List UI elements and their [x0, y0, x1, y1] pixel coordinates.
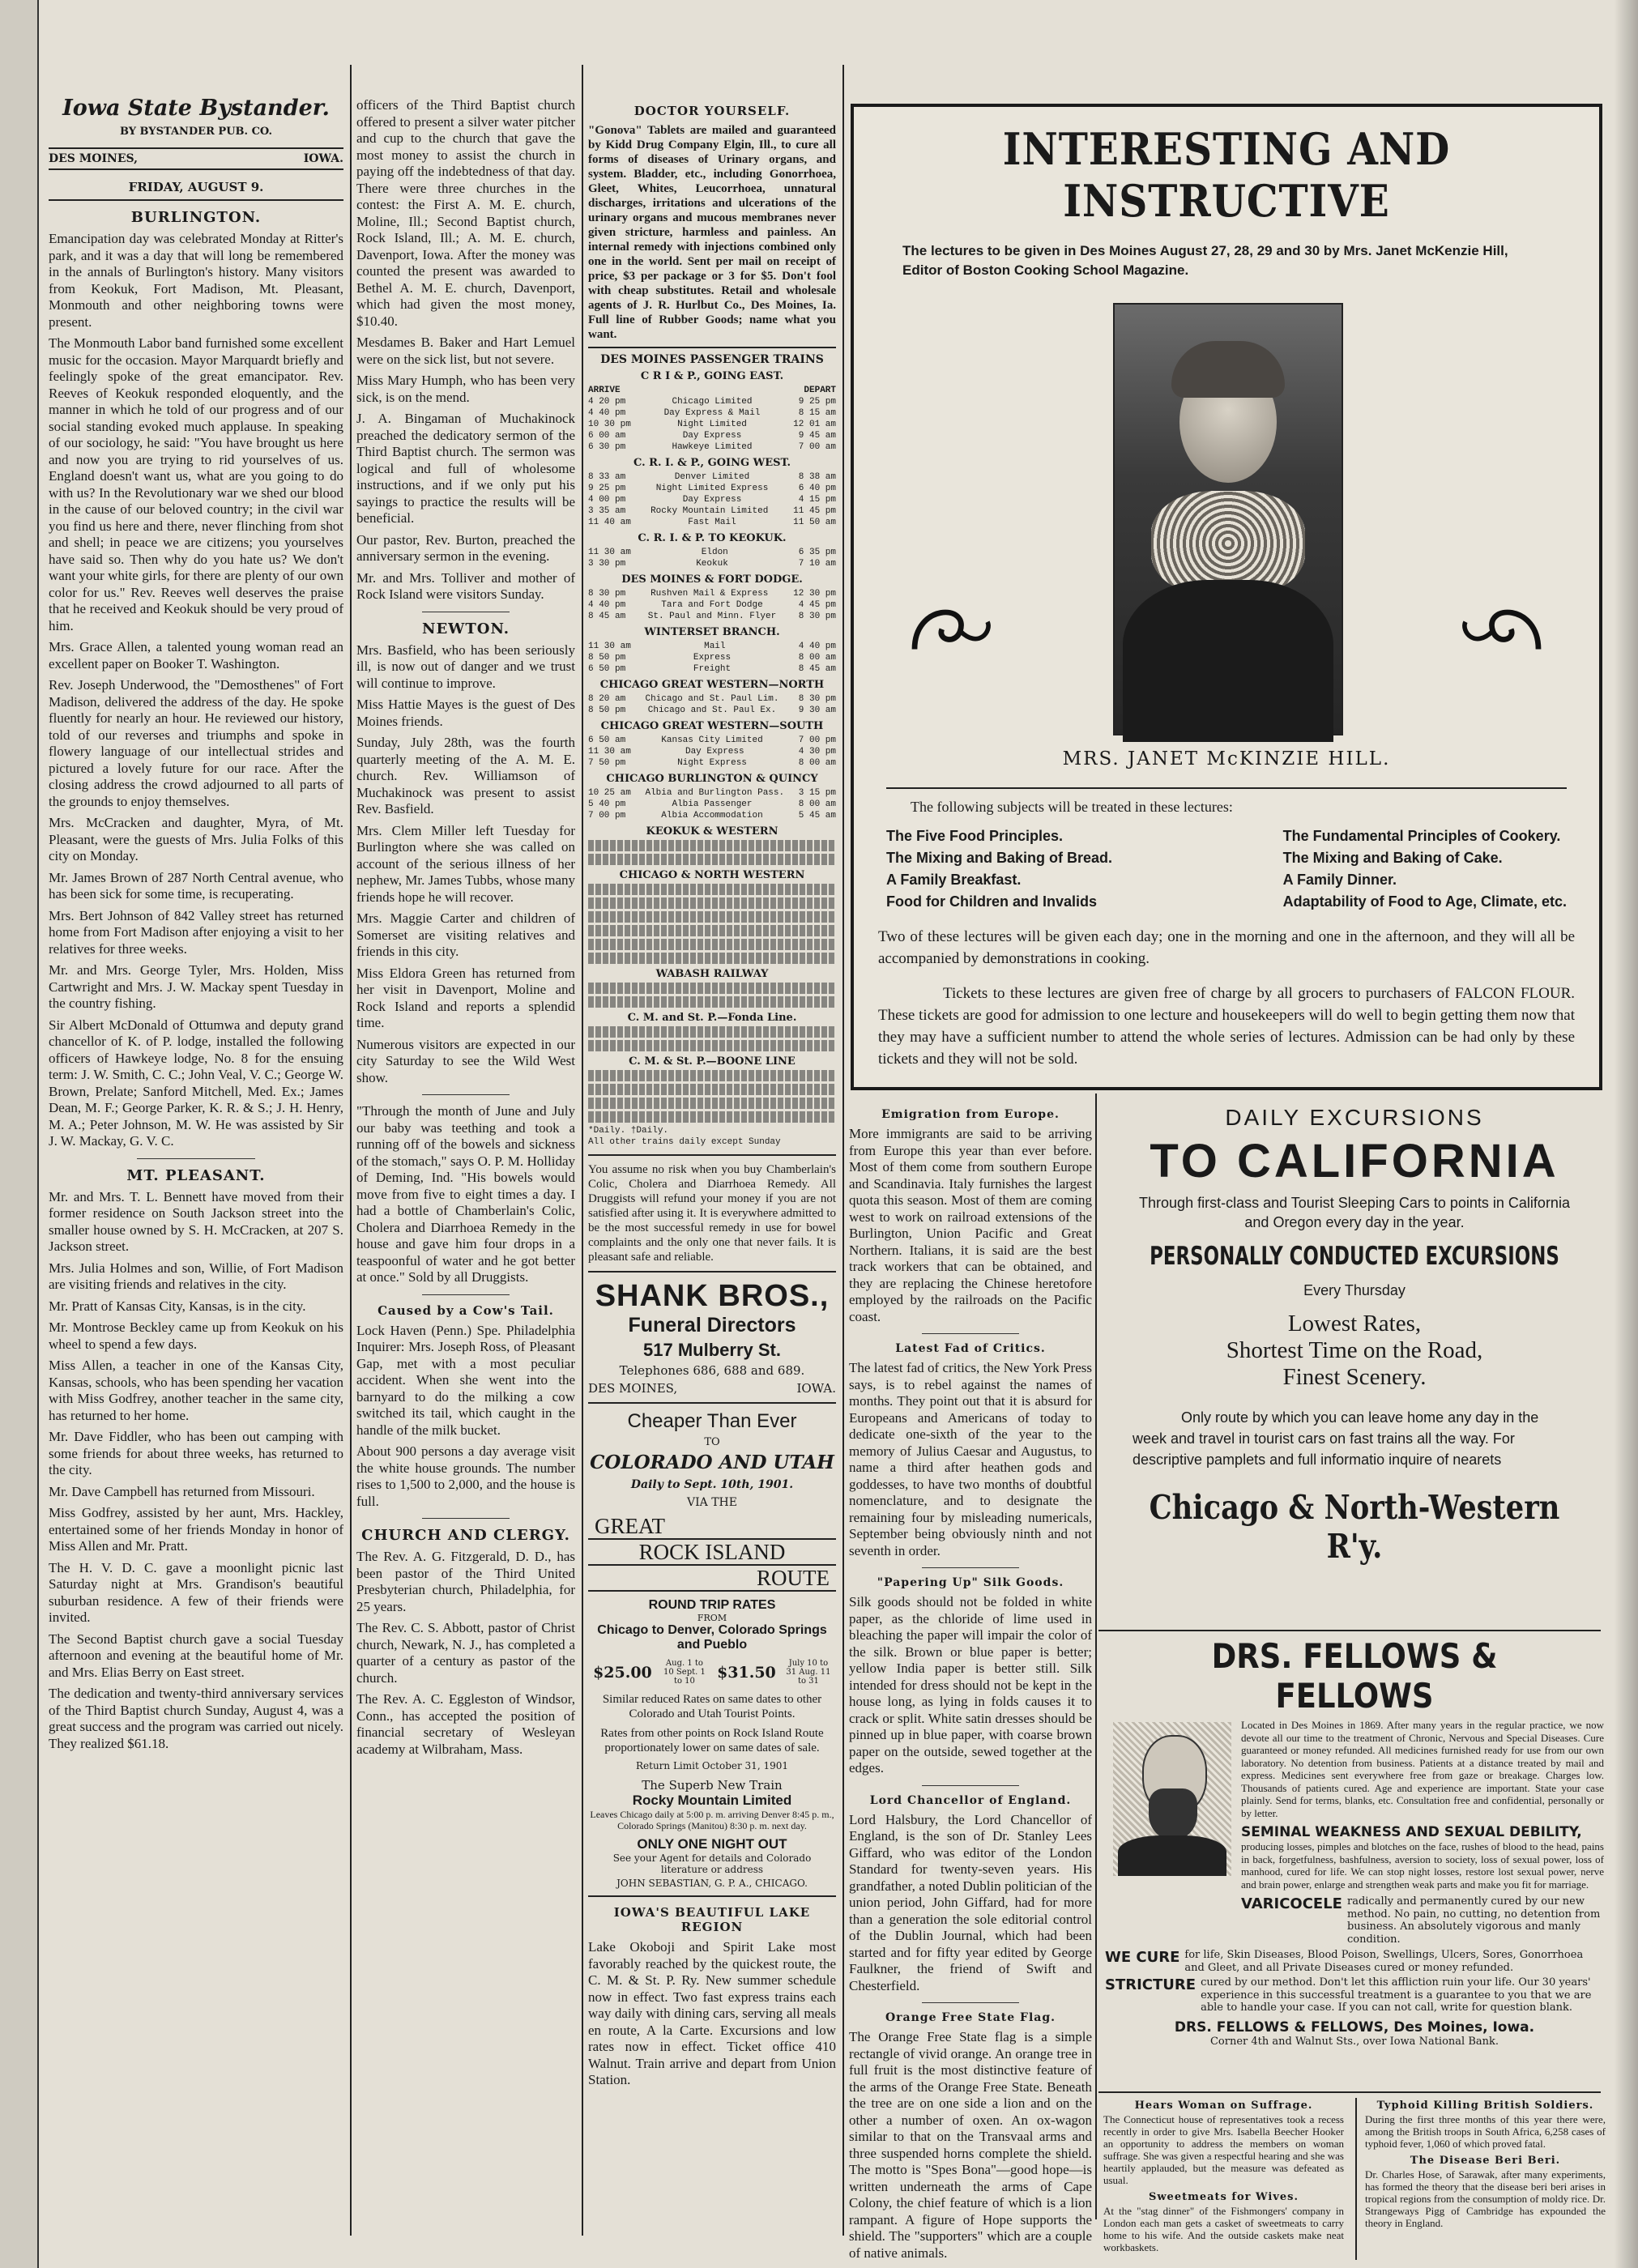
varicocele-row [1241, 1895, 1604, 1946]
timetable-row: 8 33 am Denver Limited 8 38 am [588, 472, 836, 482]
col1-para: Mrs. Julia Holmes and son, Willie, of Fort Madison are visiting friends and relatives in the city. [49, 1260, 343, 1292]
rock-from: FROM [697, 1613, 727, 1623]
col2-para: Mrs. Basfield, who has been seriously ill, is now out of danger and we trust will continue to improve. [356, 642, 575, 691]
chancellor-text: Lord Halsbury, the Lord Chancellor of England, is the son of Dr. Stanley Lees Giffard, who was editor of the London Standard for twenty-seven years. His grandfather, a noted Dublin politician of the union period, John Giffard, had for more than a generation the sole editorial control of the Dublin Journal, which had been started and for fifty year edited by George Faulkner, the friend of Swift and Chesterfield. [849, 1811, 1092, 1993]
lecture-announcement [851, 104, 1602, 1090]
lecture-para2: Tickets to these lectures are given free of charge by all grocers to purchasers of FALCON FLOUR. These tickets are good for admission to one lecture and housekeepers will do well to begin getting them now that they may have a sufficient number to attend the whole series of lectures. Admission can be had only by these tickets and they will not be sold. [878, 984, 1575, 1068]
timetable-filler [588, 925, 836, 936]
rock-train-name: Rocky Mountain Limited [632, 1793, 792, 1808]
timetable-filler [588, 854, 836, 865]
col1-para: Mr. Dave Fiddler, who has been out camping with some friends for about three weeks, has returned to the city. [49, 1429, 343, 1477]
timetable-section: CHICAGO GREAT WESTERN—SOUTH [600, 720, 824, 732]
timetable-section: WINTERSET BRANCH. [644, 626, 780, 638]
column-rule-1 [350, 65, 352, 2236]
suffrage-text: The Connecticut house of representatives took a recess recently in order to give Mrs. Isabella Beecher Hooker an opportunity to address the members on woman suffrage. She was given a respectful hearing and she was heartily applauded, but the measure was defeated as usual. [1103, 2113, 1344, 2186]
arrive-label: ARRIVE [588, 386, 621, 395]
rock-return: Return Limit October 31, 1901 [635, 1760, 788, 1771]
col2-para: Numerous visitors are expected in our city Saturday to see the Wild West show. [356, 1036, 575, 1085]
sweetmeats-heading: Sweetmeats for Wives. [1148, 2191, 1299, 2203]
timetable-row: 3 35 am Rocky Mountain Limited 11 45 pm [588, 506, 836, 516]
col1-para: Mr. Dave Campbell has returned from Missouri. [49, 1483, 315, 1499]
chancellor-heading: Lord Chancellor of England. [869, 1793, 1072, 1807]
seminal-heading: SEMINAL WEAKNESS AND SEXUAL DEBILITY, [1241, 1824, 1582, 1840]
timetable-filler [588, 1070, 836, 1081]
timetable-section: C. R. I. & P. TO KEOKUK. [638, 532, 787, 544]
stricture-text: cured by our method. Don't let this affliction ruin your life. Our 30 years' experience in this successful treatment is a guarantee to you that we are able to handle your case. If you can not call, write for question blank. [1201, 1976, 1592, 2014]
papering-text: Silk goods should not be folded in white paper, as the chloride of lime used in bleaching the paper will impair the color of the silk. Brown or blue paper is better; yellow India paper is better still. Silk intended for dress should not be kept in the house long, as lying in folds causes it to crack or split. White satin dresses should be pinned up in blue paper, with coarse brown paper on the outside, sewed together at the edges. [849, 1594, 1092, 1776]
col2-para: Lock Haven (Penn.) Spe. Philadelphia Inquirer: Mrs. Joseph Ross, of Pleasant Gap, met with a most peculiar accident. When she went into the barnyard to do the milking a cow switched its tail, which caught in the handle of the milk bucket. [356, 1322, 575, 1438]
right-ornament-icon [1453, 595, 1551, 667]
timetable-row: 4 20 pm Chicago Limited 9 25 pm [588, 397, 836, 407]
timetable-section: WABASH RAILWAY [655, 968, 769, 980]
timetable-row: 11 40 am Fast Mail 11 50 am [588, 518, 836, 527]
excursion-line7: Shortest Time on the Road, [1226, 1337, 1483, 1363]
divider [422, 1094, 510, 1095]
timetable-section: C. M. and St. P.—Fonda Line. [627, 1012, 797, 1024]
divider [588, 1402, 836, 1404]
col1-para: Mrs. Bert Johnson of 842 Valley street has returned home from Fort Madison after enjoying a visit to her relatives for three weeks. [49, 907, 343, 957]
col1-para: Emancipation day was celebrated Monday at Ritter's park, and it was a day that will long be remembered in the annals of Burlington's history. Many visitors from Keokuk, Fort Madison, Mt. Pleasant, Monmouth and other neighboring towns were present. [49, 231, 343, 330]
divider [922, 1567, 1019, 1568]
timetable-row: 11 30 am Eldon 6 35 pm [588, 548, 836, 557]
timetable-filler [588, 897, 836, 909]
rock-cheaper: Cheaper Than Ever [627, 1410, 797, 1432]
masthead-publisher: BY BYSTANDER PUB. CO. [119, 126, 273, 138]
col1-para: Mr. and Mrs. T. L. Bennett have moved from their former residence on South Jackson street into the smaller house owned by S. H. McCracken, at 207 S. Jackson street. [49, 1188, 343, 1254]
timetable-row: 8 50 pm Express 8 00 am [588, 653, 836, 663]
emigration-heading: Emigration from Europe. [881, 1108, 1060, 1121]
page-edge-shadow [1614, 0, 1638, 2268]
column-1 [49, 57, 343, 2228]
train-timetable [588, 353, 836, 1148]
masthead-location [49, 147, 343, 170]
portrait-caption: MRS. JANET McKINZIE HILL. [1062, 748, 1391, 770]
doctor-yourself-ad [588, 104, 836, 342]
timetable-row: 8 50 pm Chicago and St. Paul Ex. 9 30 am [588, 706, 836, 715]
divider [922, 2002, 1019, 2003]
excursion-line9: Only route by which you can leave home any day in the week and travel in tourist cars on fast trains all the way. For descriptive pamplets and full informatio inquire of nearets [1133, 1409, 1539, 1468]
timetable-filler [588, 1098, 836, 1109]
timetable-row: 8 20 am Chicago and St. Paul Lim. 8 30 pm [588, 694, 836, 704]
column-3 [588, 57, 836, 2228]
section-rule [1098, 1630, 1601, 1631]
fellows-intro: Located in Des Moines in 1869. After many years in the regular practice, we now devote all our time to the treatment of Chronic, Nervous and Special Diseases. Cure guaranteed or money refunded. All medicines furnished ready for use from our own laboratory. No detention from business. Patients at a distance treated by mail and express. Medicines sent everywhere free from gaze or breakage. Charges low. Thousands of patients cured. Age and experience are important. State your case plainly. Send for terms, blanks, etc. Consultation free and confidential, personally or by letter. [1241, 1719, 1604, 1819]
col1-para: Mr. Montrose Beckley came up from Keokuk on his wheel to spend a few days. [49, 1319, 343, 1352]
col1-para: Miss Allen, a teacher in one of the Kansas City, Kansas, schools, who has been spending her vacation with Miss Godfrey, another teacher in the same city, has returned to her home. [49, 1358, 343, 1423]
subjects-list [886, 825, 1567, 913]
divider [588, 1271, 836, 1273]
shank-telephones: Telephones 686, 688 and 689. [619, 1363, 805, 1378]
timetable-row: 6 50 pm Freight 8 45 am [588, 664, 836, 674]
excursion-line4: PERSONALLY CONDUCTED EXCURSIONS [1150, 1242, 1559, 1271]
col1-para: The H. V. D. C. gave a moonlight picnic last Saturday night at Mrs. Grandison's beautiful suburban residence. A few of their friends were invited. [49, 1559, 343, 1625]
section-rule [1098, 2091, 1601, 2093]
col2-para: Miss Hattie Mayes is the guest of Des Moines friends. [356, 697, 575, 729]
beri-text: Dr. Charles Hose, of Sarawak, after many experiments, has formed the theory that the disease beri beri arises in tropical regions from the consumption of moldy rice. Dr. Strangeways Pigg of Cambridge has expounded the theory in England. [1365, 2168, 1606, 2229]
timetable-row: 4 00 pm Day Express 4 15 pm [588, 495, 836, 505]
heading-cows-tail: Caused by a Cow's Tail. [378, 1302, 554, 1318]
column-2 [356, 57, 575, 2228]
rock-to: TO [704, 1436, 720, 1448]
rock-daily: Daily to Sept. 10th, 1901. [630, 1478, 794, 1491]
timetable-filler [588, 939, 836, 950]
masthead-state: IOWA. [303, 152, 343, 165]
column-rule-2 [582, 65, 583, 2236]
timetable-row: 4 40 pm Day Express & Mail 8 15 am [588, 408, 836, 418]
col2-para: Mrs. Clem Miller left Tuesday for Burlington where she was called on account of the serious illness of her nephew, Mr. James Tubbs, whose many friends hope he will recover. [356, 822, 575, 905]
lecture-intro: The lectures to be given in Des Moines August 27, 28, 29 and 30 by Mrs. Janet McKenzie Hill, Editor of Boston Cooking School Magazine. [902, 243, 1508, 278]
we-cure-text: for life, Skin Diseases, Blood Poison, Swellings, Ulcers, Sores, Gonorrhoea and Gleet, and all Private Diseases cured or money refunded. [1184, 1949, 1584, 1974]
timetable-footnote: *Daily. †Daily. [588, 1126, 669, 1136]
timetable-footnote: All other trains daily except Sunday [588, 1137, 781, 1147]
col2-para: officers of the Third Baptist church offered to present a silver water pitcher and cup to the church that gave the most money to assist the church in paying off the indebtedness of that day. There were three churches in the contest: the First A. M. E. church, Moline, Ill.; Second Baptist church, Rock Island, Ill.; A. M. E. church, Davenport, Iowa. After the money was counted the present was awarded to Bethel A. M. E. church, Davenport, which had given the most money, $10.40. [356, 97, 575, 329]
excursion-line3: Through first-class and Tourist Sleeping Cars to points in California and Oregon every day in the year. [1139, 1195, 1570, 1230]
shank-bros-ad [588, 1279, 836, 1396]
rock-destination: COLORADO AND UTAH [590, 1452, 834, 1473]
timetable-row: 8 45 am St. Paul and Minn. Flyer 8 30 pm [588, 612, 836, 621]
col2-para: J. A. Bingaman of Muchakinock preached the dedicatory sermon of the Third Baptist church. The sermon was logical and full of wholesome instructions, and if we only put his sayings to practice the results will be beneficial. [356, 411, 575, 526]
papering-heading: "Papering Up" Silk Goods. [877, 1576, 1064, 1589]
stricture-heading: STRICTURE [1105, 1976, 1197, 1993]
divider [922, 1333, 1019, 1334]
col2-para: Miss Eldora Green has returned from her visit in Davenport, Moline and Rock Island and reports a splendid time. [356, 965, 575, 1030]
doctor-heading: DOCTOR YOURSELF. [633, 104, 791, 118]
divider [588, 1895, 836, 1897]
timetable-row: 4 40 pm Tara and Fort Dodge 4 45 pm [588, 600, 836, 610]
col2-para: The Rev. C. S. Abbott, pastor of Christ church, Newark, N. J., has completed a quarter of a century as pastor of the church. [356, 1620, 575, 1686]
left-edge-strip [0, 0, 39, 2268]
timetable-title: DES MOINES PASSENGER TRAINS [600, 353, 824, 366]
col2-para: Sunday, July 28th, was the fourth quarterly meeting of the A. M. E. church. Rev. Williamson of Muchakinock was present to assist Rev. Basfield. [356, 735, 575, 816]
col1-para: Mr. and Mrs. George Tyler, Mrs. Holden, Miss Cartwright and Mrs. J. W. Mackay spent Tuesday in the country fishing. [49, 962, 343, 1011]
rock-rates-other: Rates from other points on Rock Island Route proportionately lower on same dates of sale. [600, 1727, 824, 1754]
timetable-section: DES MOINES & FORT DODGE. [621, 573, 803, 586]
lake-region-text: Lake Okoboji and Spirit Lake most favorably reached by the quickest route, the C. M. & St. P. Ry. New summer schedule now in effect. Two fast express trains each way daily with dining cars, serving all meals en route, A la Carte. Excursions and low rates now in effect. Ticket office 410 Walnut. Train arrive and depart from Union Station. [588, 1939, 836, 2087]
col1-para: Mrs. McCracken and daughter, Myra, of Mt. Pleasant, were the guests of Mrs. Julia Folks of this city on Monday. [49, 815, 343, 863]
railway-name: Chicago & North-Western R'y. [1149, 1488, 1560, 1566]
timetable-row: 11 30 am Mail 4 40 pm [588, 642, 836, 651]
beri-heading: The Disease Beri Beri. [1410, 2155, 1561, 2167]
timetable-row: 6 50 am Kansas City Limited 7 00 pm [588, 735, 836, 745]
col1-para: The Monmouth Labor band furnished some excellent music for the occasion. Mayor Marquardt briefly and feelingly spoke of the great emancipator. Rev. Reeves of Keokuk responded eloquently, and the manner in which he told of our progress and of our social standing evoked much applause. In speaking of our sociology, he said: "You have brought us here and now you are trying to rid yourselves of us. England doesn't want us, what are you going to do with us? In the Revolutionary war we shed our blood in the cause of our beloved country; in the civil war you find us here and there, never flinching from shot and shell; in peace we are citizens; you yourselves have said so. Then why do you hate us? We don't want your white girls, for there are plenty of our own color for us." Rev. Reeves well deserves the praise that he received and Keokuk should be very proud of him. [49, 335, 343, 633]
excursion-line5: Every Thursday [1303, 1282, 1406, 1298]
chamberlain-remedy-ad: You assume no risk when you buy Chamberlain's Colic, Cholera and Diarrhoea Remedy. All Druggists will refund your money if you are not satisfied after using it. It is everywhere admitted to be the most successful remedy in use for bowel complaints and the only one that never fails. It is pleasant safe and reliable. [588, 1163, 836, 1264]
portrait-dress [1123, 580, 1333, 742]
col2-para: Mrs. Maggie Carter and children of Somerset are visiting relatives and friends in this city. [356, 910, 575, 959]
shank-line: Funeral Directors [628, 1314, 796, 1336]
shank-name: SHANK BROS., [595, 1279, 830, 1313]
excursion-line2: TO CALIFORNIA [1150, 1135, 1559, 1187]
rock-island-ad [588, 1410, 836, 1889]
timetable-row: 3 30 pm Keokuk 7 10 am [588, 559, 836, 569]
portrait-area [854, 295, 1599, 781]
divider [137, 1158, 255, 1159]
suffrage-heading: Hears Woman on Suffrage. [1134, 2100, 1313, 2112]
fad-heading: Latest Fad of Critics. [895, 1342, 1046, 1355]
timetable-row: 5 40 pm Albia Passenger 8 00 am [588, 799, 836, 809]
subjects-left: The Five Food Principles. The Mixing and Baking of Bread. A Family Breakfast. Food for Children and Invalids [886, 827, 1113, 910]
rock-cities: Chicago to Denver, Colorado Springs and Pueblo [597, 1623, 827, 1652]
rock-rates: ROUND TRIP RATES [648, 1598, 776, 1612]
col1-para: Rev. Joseph Underwood, the "Demosthenes" of Fort Madison, delivered the address of the day. He spoke fluently for nearly an hour. He reviewed our history, told of our reverses and triumphs and spoke in flowery language of our intellectual strides and pictured a lovely future for our race. After the closing address the crowd adjourned to all parts of the grounds to enjoy themselves. [49, 677, 343, 809]
col2-para: The Rev. A. G. Fitzgerald, D. D., has been pastor of the Third United Presbyterian church, Philadelphia, for 25 years. [356, 1549, 575, 1614]
fad-text: The latest fad of critics, the New York Press says, is to rebel against the names of months. They point out that it is absurd for Europeans and Americans of today to dedicate one-sixth of the year to the memory of Julius Caesar and Augustus, to name a third after heathen gods and goddesses, to have two months of doubtful nomenclature, and to designate the remaining four by misleading numericals, September being obviously ninth and not seventh in order. [849, 1360, 1092, 1558]
col2-para: Miss Mary Humph, who has been very sick, is on the mend. [356, 373, 575, 405]
heading-burlington: BURLINGTON. [130, 209, 262, 226]
caption-rule [886, 787, 1567, 789]
fellows-address: Corner 4th and Walnut Sts., over Iowa National Bank. [1209, 2035, 1499, 2048]
divider [422, 1518, 510, 1519]
rock-train-text: Leaves Chicago daily at 5:00 p. m. arriving Denver 8:45 p. m., Colorado Springs (Manitou) 8:30 p. m. next day. [590, 1809, 834, 1831]
timetable-section: C. R. I. & P., GOING WEST. [633, 457, 791, 469]
lecture-para1: Two of these lectures will be given each day; one in the morning and one in the afternoon, and they will all be accompanied by demonstrations in cooking. [878, 927, 1575, 967]
rock-prices: $25.00 Aug. 1 to 10 Sept. 1 to 10 $31.50 July 10 to 31 Aug. 11 to 31 [593, 1659, 831, 1686]
col1-para: The dedication and twenty-third anniversary services of the Third Baptist church Sunday, August 4, was a great success and the program was carried out nicely. They realized $61.18. [49, 1686, 343, 1751]
doctor-portrait [1113, 1722, 1231, 1876]
bottom-right-col-a [1103, 2098, 1344, 2260]
rock-similar: Similar reduced Rates on same dates to other Colorado and Utah Tourist Points. [602, 1693, 822, 1720]
timetable-header [588, 385, 836, 396]
doctor-coat [1118, 1835, 1226, 1876]
timetable-filler [588, 1084, 836, 1095]
col2-para: Mr. and Mrs. Tolliver and mother of Rock Island were visitors Sunday. [356, 569, 575, 602]
timetable-filler [588, 983, 836, 994]
col1-para: The Second Baptist church gave a social Tuesday afternoon and evening at the beautiful home of Mr. and Mrs. Elias Berry on East street. [49, 1631, 343, 1680]
we-cure-heading: WE CURE [1105, 1949, 1180, 1966]
timetable-section: C. M. & St. P.—BOONE LINE [629, 1055, 796, 1068]
bottom-right-col-b [1355, 2098, 1606, 2260]
rock-island-logo: GREAT ROCK ISLAND ROUTE [588, 1514, 836, 1592]
timetable-filler [588, 1111, 836, 1123]
timetable-row: 9 25 pm Night Limited Express 6 40 pm [588, 484, 836, 493]
timetable-filler [588, 1026, 836, 1038]
shank-location: DES MOINES, IOWA. [588, 1381, 836, 1396]
timetable-filler [588, 953, 836, 964]
column-4 [849, 1102, 1092, 2261]
column-rule-4 [1095, 1094, 1097, 2219]
timetable-filler [588, 884, 836, 895]
col2-para: Our pastor, Rev. Burton, preached the anniversary sermon in the evening. [356, 531, 575, 564]
typhoid-heading: Typhoid Killing British Soldiers. [1376, 2100, 1594, 2112]
excursion-line8: Finest Scenery. [1282, 1364, 1427, 1390]
timetable-row: 7 00 pm Albia Accommodation 5 45 am [588, 811, 836, 821]
col1-para: Miss Godfrey, assisted by her aunt, Mrs. Hackley, entertained some of her friends Monday in honor of Miss Allen and Mr. Pratt. [49, 1505, 343, 1554]
bottom-right-news [1103, 2098, 1606, 2260]
flag-heading: Orange Free State Flag. [885, 2011, 1056, 2024]
col2-para: About 900 persons a day average visit the white house grounds. The number rises to 1,500 to 2,000, and the house is full. [356, 1443, 575, 1509]
col1-para: Mrs. Grace Allen, a talented young woman read an excellent paper on Booker T. Washington. [49, 639, 343, 671]
timetable-filler [588, 840, 836, 851]
timetable-row: 7 50 pm Night Express 8 00 am [588, 758, 836, 768]
we-cure-row [1105, 1949, 1604, 1974]
portrait-hair [1171, 341, 1285, 398]
fellows-signature: DRS. FELLOWS & FELLOWS, Des Moines, Iowa. [1174, 2019, 1535, 2036]
excursion-line6: Lowest Rates, [1287, 1311, 1422, 1336]
sweetmeats-text: At the "stag dinner" of the Fishmongers' company in London each man gets a casket of sweetmeats to carry home to his wife. And the outside caskets make neat workbaskets. [1103, 2205, 1344, 2253]
timetable-filler [588, 996, 836, 1008]
flag-text: The Orange Free State flag is a simple rectangle of vivid orange. An orange tree in full fruit is the most distinctive feature of the arms of the Orange Free State. Beneath the tree are on one side a lion and on the other a number of oxen. An ox-wagon similar to that on the Transvaal arms and three suspended horns complete the shield. The motto is "Spes Bona"—good hope—is written underneath the arms of Cape Colony, the chief feature of which is a lion rampant. A figure of Hope supports the shield. The "supporters" which are a couple of native animals. [849, 2029, 1092, 2261]
timetable-section: CHICAGO BURLINGTON & QUINCY [606, 773, 818, 785]
masthead-name: Iowa State Bystander. [62, 96, 330, 121]
col1-para: Mr. James Brown of 287 North Central avenue, who has been sick for some time, is recuperating. [49, 869, 343, 902]
divider [588, 347, 836, 348]
col2-para: The Rev. A. C. Eggleston of Windsor, Conn., has accepted the position of financial secretary of Wesleyan academy at Wilbraham, Mass. [356, 1691, 575, 1757]
col1-para: Mr. Pratt of Kansas City, Kansas, is in the city. [49, 1298, 306, 1314]
typhoid-text: During the first three months of this year there were, among the British troops in South Africa, 6,258 cases of typhoid fever, 1,060 of which proved fatal. [1365, 2113, 1606, 2150]
varicocele-heading: VARICOCELE [1241, 1895, 1342, 1912]
shank-address: 517 Mulberry St. [643, 1340, 781, 1360]
fellows-ad [1105, 1636, 1604, 2048]
timetable-row: 6 30 pm Hawkeye Limited 7 00 am [588, 442, 836, 452]
rock-via: VIA THE [687, 1496, 737, 1509]
lecture-title: INTERESTING AND INSTRUCTIVE [1002, 123, 1451, 227]
col2-remedy-testimonial: "Through the month of June and July our baby was teething and took a running off of the bowels and sickness of the stomach," says O. P. M. Holliday of Deming, Ind. "His bowels would move from five to eight times a day. I had a bottle of Chamberlain's Colic, Cholera and Diarrhoea Remedy in the house and gave him four drops in a teaspoonful of water and he got better at once." Sold by all Druggists. [356, 1103, 575, 1285]
subjects-intro: The following subjects will be treated in these lectures: [911, 799, 1233, 815]
masthead-date: FRIDAY, AUGUST 9. [49, 175, 343, 201]
rock-train-head: The Superb New Train [642, 1778, 783, 1793]
excursion-line1: DAILY EXCURSIONS [1225, 1105, 1484, 1130]
rock-signature: JOHN SEBASTIAN, G. P. A., CHICAGO. [616, 1878, 808, 1889]
timetable-section: KEOKUK & WESTERN [646, 825, 778, 838]
masthead-city: DES MOINES, [49, 152, 138, 165]
stricture-row [1105, 1976, 1604, 2014]
timetable-section: C R I & P., GOING EAST. [640, 370, 784, 382]
divider [422, 1294, 510, 1295]
heading-newton: NEWTON. [421, 620, 510, 637]
varicocele-text: radically and permanently cured by our new method. No pain, no cutting, no detention from business. An absolutely vigorous and manly condition. [1346, 1895, 1601, 1946]
doctor-beard [1149, 1788, 1197, 1840]
timetable-row: 8 30 pm Rushven Mail & Express 12 30 pm [588, 589, 836, 599]
timetable-row: 10 25 am Albia and Burlington Pass. 3 15 pm [588, 788, 836, 798]
divider [922, 1785, 1019, 1786]
lake-region-heading: IOWA'S BEAUTIFUL LAKE REGION [613, 1905, 811, 1934]
timetable-section: CHICAGO GREAT WESTERN—NORTH [599, 679, 825, 691]
subjects-right: The Fundamental Principles of Cookery. The Mixing and Baking of Cake. A Family Dinner. Adaptability of Food to Age, Climate, etc. [1282, 827, 1567, 910]
california-excursion-ad [1103, 1098, 1606, 1625]
masthead [49, 96, 343, 201]
timetable-filler [588, 911, 836, 923]
doctor-text: "Gonova" Tablets are mailed and guaranteed by Kidd Drug Company Elgin, Ill., to cure all forms of diseases of Urinary organs, and system. Bladder, etc., including Gonorrhoea, Gleet, Whites, Leucorrhoea, unnatural discharges, irritations and ulcerations of the urinary organs and mucous membranes never given stricture, harmless and painless. An internal remedy with injections combined only one in the world. Sent per mail on receipt of price, $3 per package or 3 for $5. Don't fool with cheap substitutes. Retail and wholesale agents of J. R. Hurlbut Co., Des Moines, Ia. Full line of Rubber Goods; name what you want. [588, 124, 836, 341]
heading-mt-pleasant: MT. PLEASANT. [126, 1166, 266, 1184]
fellows-body [1105, 1719, 1604, 2048]
emigration-text: More immigrants are said to be arriving from Europe this year than ever before. Most of them come from southern Europe and Scandinavia. Italy furnishes the largest quota this season. Most of them are coming west to work on railroad extensions of the Burlington, Union Pacific and Great Northern. Italians, it is said are the best track workers that can be obtained, and they are replacing the Chinese heretofore employed by the railroads on the Pacific coast. [849, 1126, 1092, 1324]
timetable-section: CHICAGO & NORTH WESTERN [619, 869, 805, 881]
timetable-row: 11 30 am Day Express 4 30 pm [588, 747, 836, 757]
timetable-filler [588, 1040, 836, 1051]
col2-para: Mesdames B. Baker and Hart Lemuel were on the sick list, but not severe. [356, 335, 575, 367]
seminal-text: producing losses, pimples and blotches on the face, rushes of blood to the head, pains in back, forgetfulness, bashfulness, aversion to society, loss of sexual power, loss of manhood, cured for life. We can stop night losses, restore lost sexual power, nerve and brain power, enlarge and strengthen weak parts and make you fit for marriage. [1241, 1840, 1604, 1891]
portrait-photo [1113, 303, 1343, 735]
column-rule-3 [842, 65, 844, 2236]
fellows-title: DRS. FELLOWS & FELLOWS [1211, 1636, 1498, 1716]
heading-church-clergy: CHURCH AND CLERGY. [361, 1527, 570, 1544]
left-ornament-icon [902, 595, 1000, 667]
rock-one-night: ONLY ONE NIGHT OUT [637, 1836, 787, 1852]
col1-para: Sir Albert McDonald of Ottumwa and deputy grand chancellor of K. of P. lodge, installed the following officers of Hawkeye lodge, No. 8 for the ensuing term: J. W. Smith, C. C.; John Veal, V. C.; George W. Brown, Prelate; Sanford Mitchell, Med. Ex.; James Dean, M. F.; George Parker, K. R. & S.; J. H. Henry, M. A.; Peter Johnson, M. W. He was assisted by Sir J. W. Mackay, G. V. C. [49, 1017, 343, 1149]
depart-label: DEPART [804, 386, 836, 395]
timetable-row: 10 30 pm Night Limited 12 01 am [588, 420, 836, 429]
timetable-row: 6 00 am Day Express 9 45 am [588, 431, 836, 441]
divider [588, 1154, 836, 1156]
rock-agent: See your Agent for details and Colorado literature or address [612, 1852, 812, 1875]
